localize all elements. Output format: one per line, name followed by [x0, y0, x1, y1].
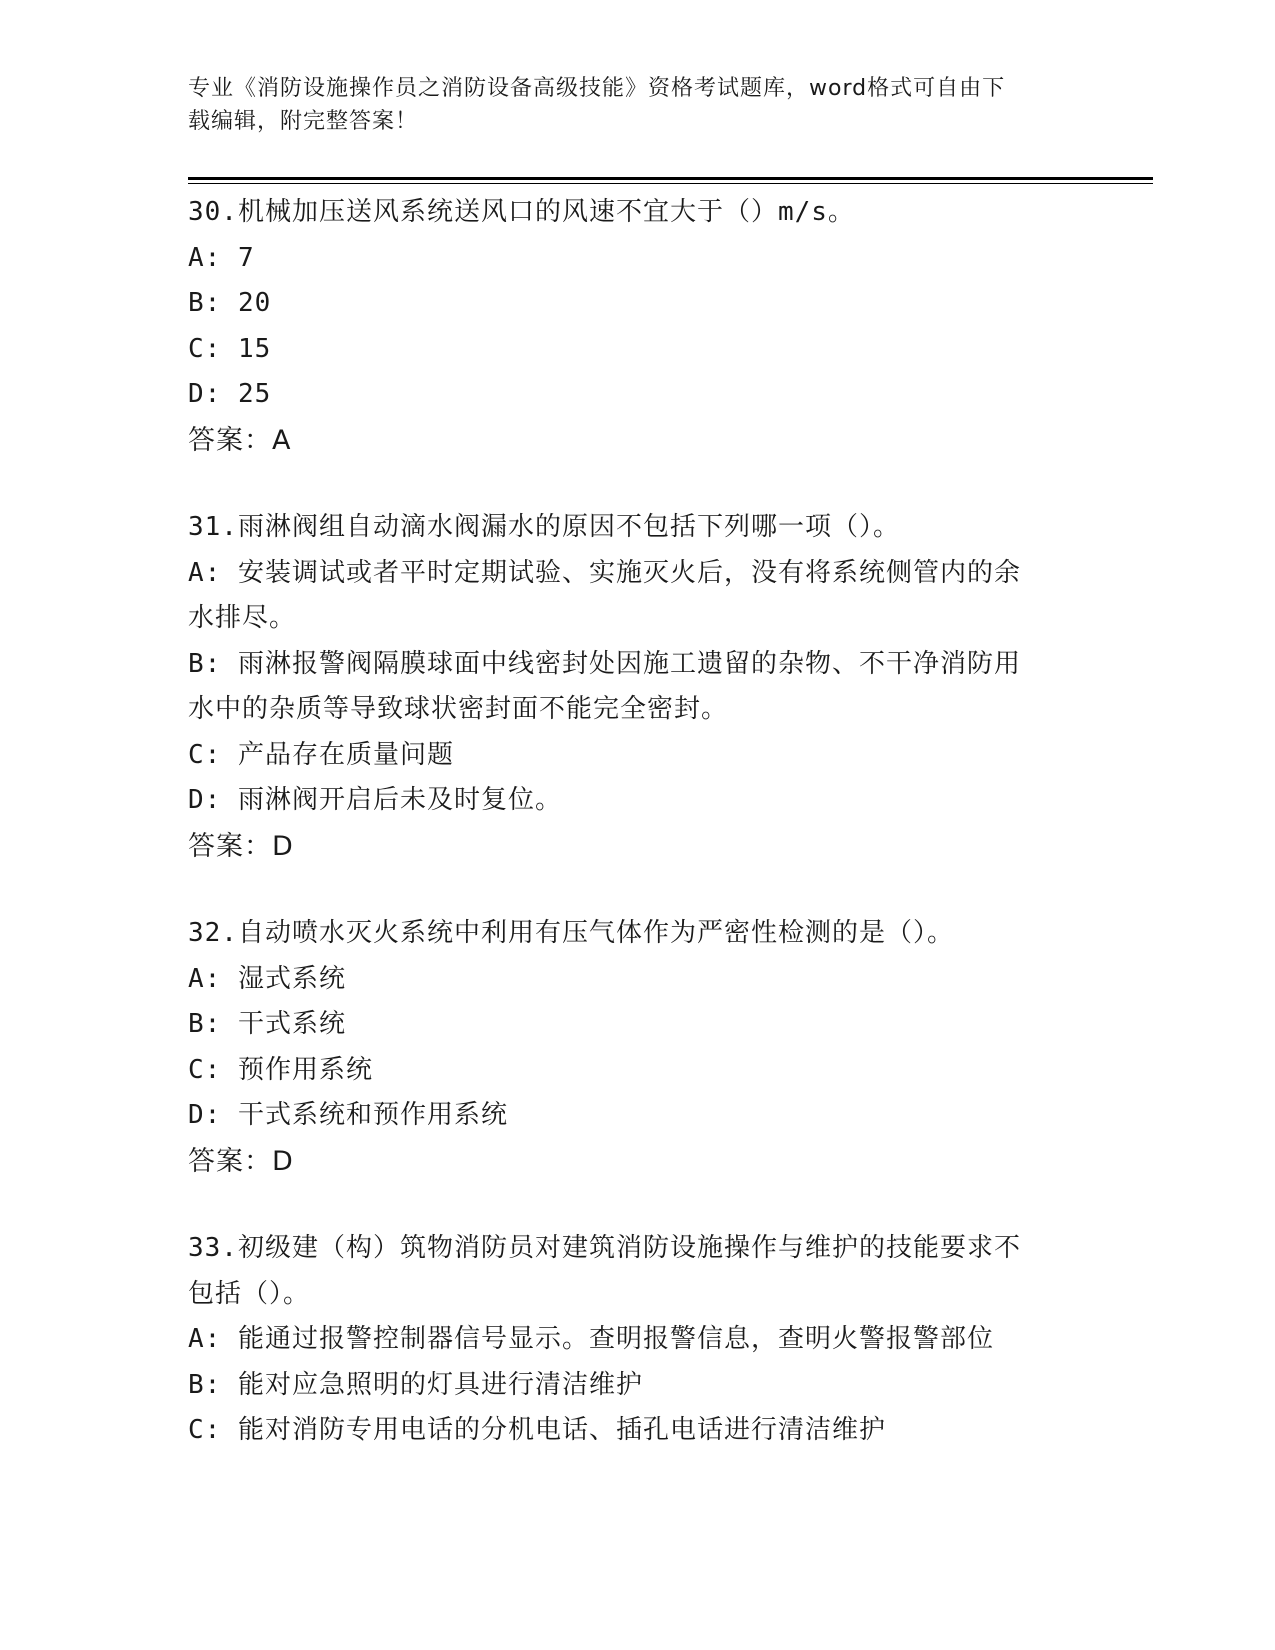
question-block — [188, 911, 1078, 1184]
option-a-continued: 水排尽。 — [188, 603, 297, 633]
answer-label: 答案：D — [188, 1145, 294, 1177]
question-list — [188, 190, 1078, 1454]
option-b-continued: 水中的杂质等导致球状密封面不能完全密封。 — [188, 694, 729, 724]
question-text: 30.机械加压送风系统送风口的风速不宜大于（）m/s。 — [188, 197, 855, 227]
question-block — [188, 190, 1078, 463]
option-d: D: 雨淋阀开启后未及时复位。 — [188, 785, 562, 815]
option-c: C: 15 — [188, 333, 272, 364]
question-text: 31.雨淋阀组自动滴水阀漏水的原因不包括下列哪一项（）。 — [188, 512, 900, 542]
option-b: B: 能对应急照明的灯具进行清洁维护 — [188, 1369, 643, 1400]
option-a: A: 湿式系统 — [188, 963, 346, 994]
question-block — [188, 505, 1078, 869]
option-d: D: 干式系统和预作用系统 — [188, 1100, 508, 1130]
question-block — [188, 1226, 1078, 1454]
option-a: A: 安装调试或者平时定期试验、实施灭火后，没有将系统侧管内的余 — [188, 557, 1021, 588]
question-text: 32.自动喷水灭火系统中利用有压气体作为严密性检测的是（）。 — [188, 918, 954, 948]
option-b: B: 干式系统 — [188, 1009, 346, 1039]
header-line: 载编辑，附完整答案！ — [188, 109, 419, 134]
option-a: A: 7 — [188, 242, 255, 273]
option-d: D: 25 — [188, 379, 272, 409]
option-b: B: 雨淋报警阀隔膜球面中线密封处因施工遗留的杂物、不干净消防用 — [188, 648, 1021, 679]
question-text-continued: 包括（）。 — [188, 1278, 311, 1309]
option-b: B: 20 — [188, 288, 272, 318]
option-a: A: 能通过报警控制器信号显示。查明报警信息，查明火警报警部位 — [188, 1324, 994, 1354]
document-header — [188, 72, 1068, 138]
question-text: 33.初级建（构）筑物消防员对建筑消防设施操作与维护的技能要求不 — [188, 1233, 1021, 1263]
header-divider — [188, 177, 1153, 180]
option-c: C: 能对消防专用电话的分机电话、插孔电话进行清洁维护 — [188, 1415, 886, 1445]
answer-label: 答案：D — [188, 830, 294, 862]
header-line: 专业《消防设施操作员之消防设备高级技能》资格考试题库，word格式可自由下 — [188, 76, 1006, 101]
option-c: C: 产品存在质量问题 — [188, 739, 454, 770]
answer-label: 答案：A — [188, 424, 292, 456]
header-divider-thin — [188, 183, 1153, 184]
option-c: C: 预作用系统 — [188, 1054, 373, 1085]
